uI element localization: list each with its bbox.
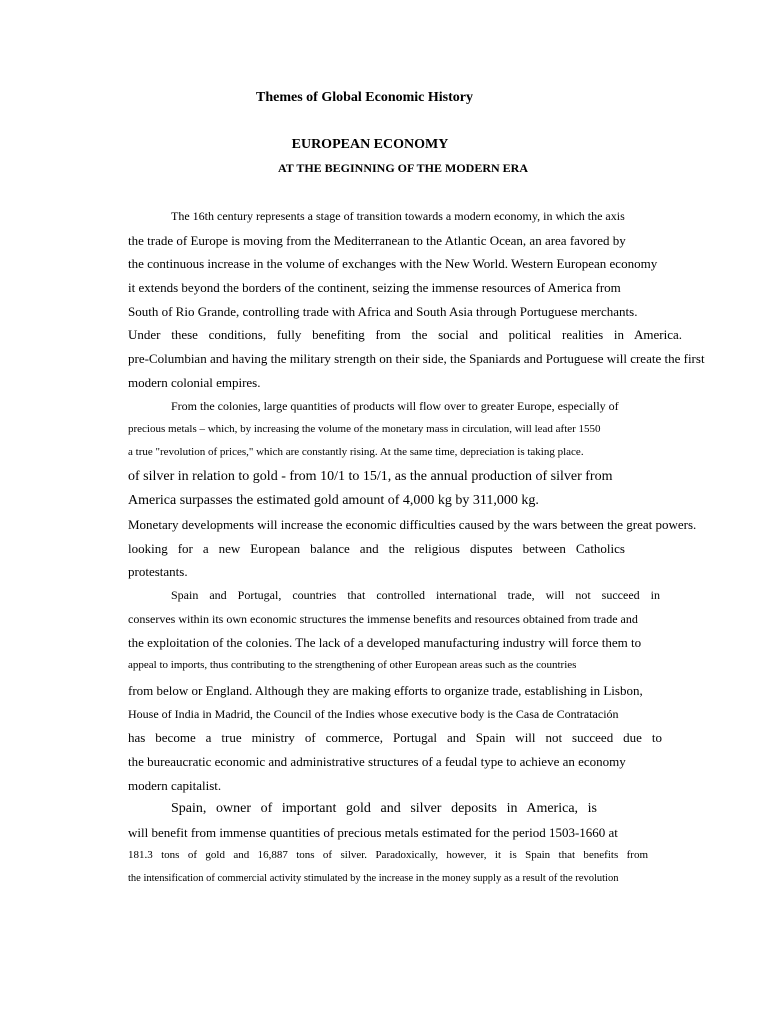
text-line: House of India in Madrid, the Council of the Indies whose executive body is the Casa de Contratación [128,707,619,721]
text-line: has become a true ministry of commerce, Portugal and Spain will not succeed due to [128,730,662,745]
text-line: Under these conditions, fully benefiting from the social and political realities in America. [128,327,682,342]
text-line: looking for a new European balance and the religious disputes between Catholics [128,541,625,556]
text-line: will benefit from immense quantities of precious metals estimated for the period 1503-1660 at [128,825,618,840]
text-line: the intensification of commercial activity stimulated by the increase in the money supply as a result of the revolution [128,873,619,884]
section-subheading: AT THE BEGINNING OF THE MODERN ERA [277,161,529,175]
text-line: Spain and Portugal, countries that controlled international trade, will not succeed in [171,588,660,602]
text-line: precious metals – which, by increasing the volume of the monetary mass in circulation, will lead after 1550 [128,423,601,435]
text-line: a true "revolution of prices," which are constantly rising. At the same time, depreciation is taking place. [128,446,584,458]
text-line: modern capitalist. [128,778,222,793]
text-line: the bureaucratic economic and administrative structures of a feudal type to achieve an economy [128,754,626,769]
section-heading: EUROPEAN ECONOMY [291,137,449,152]
text-line: 181.3 tons of gold and 16,887 tons of silver. Paradoxically, however, it is Spain that benefits from [128,849,648,861]
text-line: the continuous increase in the volume of exchanges with the New World. Western European economy [128,256,658,271]
text-line: of silver in relation to gold - from 10/1 to 15/1, as the annual production of silver from [128,469,613,484]
text-line: Spain, owner of important gold and silver deposits in America, is [171,801,597,816]
text-line: conserves within its own economic structures the immense benefits and resources obtained from trade and [128,612,638,626]
text-line: From the colonies, large quantities of products will flow over to greater Europe, especially of [171,399,619,413]
text-line: South of Rio Grande, controlling trade with Africa and South Asia through Portuguese merchants. [128,304,638,319]
text-line: protestants. [128,564,188,579]
document-title: Themes of Global Economic History [256,90,473,105]
text-line: it extends beyond the borders of the continent, seizing the immense resources of America from [128,280,621,295]
text-line: Monetary developments will increase the economic difficulties caused by the wars between the great powers. [128,517,697,532]
text-line: pre-Columbian and having the military strength on their side, the Spaniards and Portuguese will create the first [128,351,705,366]
text-line: the trade of Europe is moving from the Mediterranean to the Atlantic Ocean, an area favored by [128,233,626,248]
text-line: modern colonial empires. [128,375,261,390]
text-line: the exploitation of the colonies. The lack of a developed manufacturing industry will force them to [128,635,642,650]
text-line: America surpasses the estimated gold amount of 4,000 kg by 311,000 kg. [128,493,539,508]
text-line: from below or England. Although they are making efforts to organize trade, establishing in Lisbon, [128,683,643,698]
text-line: The 16th century represents a stage of transition towards a modern economy, in which the axis [171,209,625,223]
text-line: appeal to imports, thus contributing to the strengthening of other European areas such as the countries [128,659,577,671]
